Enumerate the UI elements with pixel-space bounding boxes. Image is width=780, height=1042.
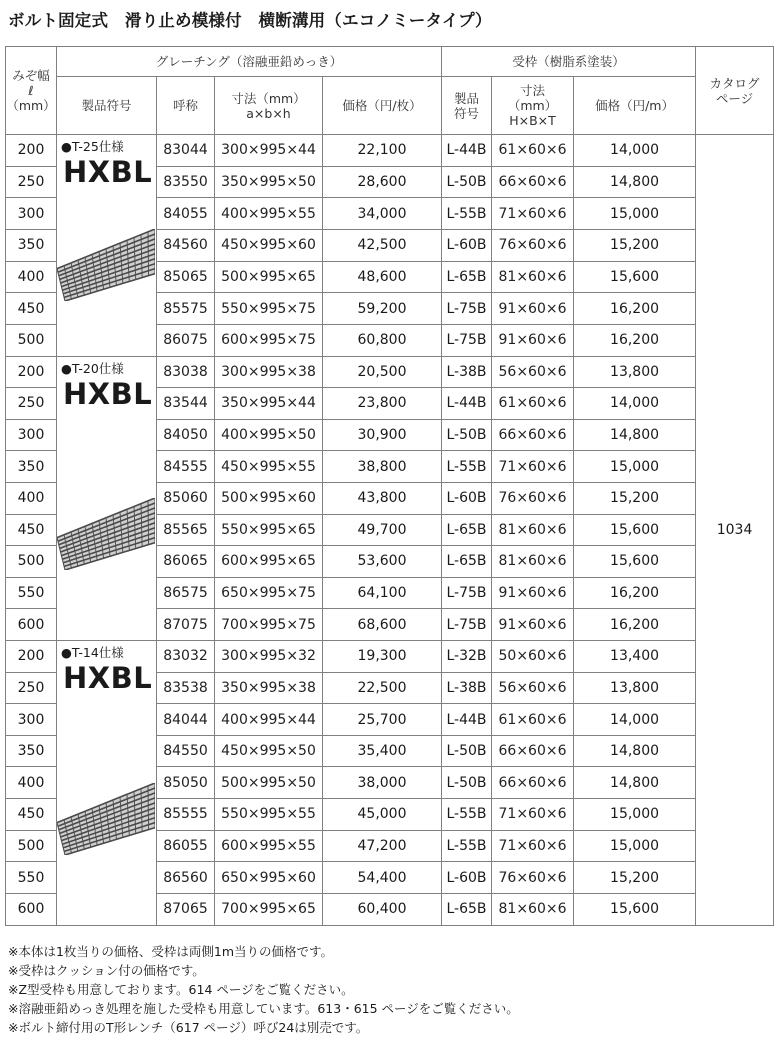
cell-price: 60,800: [323, 324, 442, 356]
header-frame-dim: 寸法 （mm） H×B×T: [492, 77, 574, 135]
cell-frame-dim: 56×60×6: [492, 672, 574, 704]
cell-width: 350: [6, 451, 57, 483]
header-frame-code: 製品 符号: [442, 77, 492, 135]
cell-name: 84055: [157, 198, 215, 230]
cell-frame-code: L-44B: [442, 704, 492, 736]
cell-frame-dim: 91×60×6: [492, 293, 574, 325]
table-row: [6, 135, 774, 167]
cell-price: 22,100: [323, 135, 442, 167]
cell-name: 86575: [157, 577, 215, 609]
cell-price: 59,200: [323, 293, 442, 325]
footnote: ※本体は1枚当りの価格、受枠は両側1m当りの価格です。: [8, 944, 334, 959]
cell-frame-price: 15,000: [574, 830, 696, 862]
cell-price: 30,900: [323, 419, 442, 451]
product-name: HXBL: [63, 661, 153, 695]
table-row: [6, 641, 774, 673]
cell-frame-code: L-65B: [442, 546, 492, 578]
product-name: HXBL: [63, 376, 153, 411]
cell-frame-price: 16,200: [574, 609, 696, 641]
cell-dim: 600×995×55: [215, 830, 323, 862]
cell-frame-code: L-75B: [442, 609, 492, 641]
cell-frame-dim: 81×60×6: [492, 261, 574, 293]
cell-price: 34,000: [323, 198, 442, 230]
cell-frame-dim: 50×60×6: [492, 641, 574, 673]
cell-frame-code: L-44B: [442, 135, 492, 167]
cell-dim: 400×995×50: [215, 419, 323, 451]
cell-frame-dim: 61×60×6: [492, 135, 574, 167]
cell-dim: 700×995×75: [215, 609, 323, 641]
cell-width: 450: [6, 799, 57, 831]
cell-frame-code: L-50B: [442, 419, 492, 451]
cell-dim: 400×995×55: [215, 198, 323, 230]
cell-price: 25,700: [323, 704, 442, 736]
cell-dim: 550×995×65: [215, 514, 323, 546]
cell-price: 64,100: [323, 577, 442, 609]
cell-width: 600: [6, 609, 57, 641]
cell-width: 250: [6, 672, 57, 704]
cell-frame-price: 15,200: [574, 862, 696, 894]
cell-width: 250: [6, 388, 57, 420]
cell-frame-price: 16,200: [574, 577, 696, 609]
cell-frame-dim: 61×60×6: [492, 388, 574, 420]
footnote: ※ボルト締付用のT形レンチ（617 ページ）呼び24は別売です。: [8, 1020, 369, 1035]
cell-price: 38,800: [323, 451, 442, 483]
header-frame-group: 受枠（樹脂系塗装）: [442, 47, 696, 77]
cell-frame-price: 16,200: [574, 293, 696, 325]
cell-dim: 500×995×60: [215, 482, 323, 514]
cell-frame-dim: 71×60×6: [492, 799, 574, 831]
cell-frame-code: L-60B: [442, 482, 492, 514]
cell-name: 83032: [157, 641, 215, 673]
cell-dim: 450×995×55: [215, 451, 323, 483]
cell-width: 300: [6, 704, 57, 736]
grating-image-wrapper: [57, 783, 155, 859]
cell-price: 47,200: [323, 830, 442, 862]
header-grating-group: グレーチング（溶融亜鉛めっき）: [57, 47, 442, 77]
cell-frame-code: L-50B: [442, 767, 492, 799]
cell-price: 38,000: [323, 767, 442, 799]
cell-frame-price: 15,000: [574, 198, 696, 230]
cell-frame-dim: 81×60×6: [492, 514, 574, 546]
cell-frame-price: 14,800: [574, 419, 696, 451]
cell-frame-code: L-38B: [442, 672, 492, 704]
cell-dim: 350×995×50: [215, 166, 323, 198]
cell-frame-code: L-55B: [442, 799, 492, 831]
cell-price: 19,300: [323, 641, 442, 673]
header-product-code: 製品符号: [57, 77, 157, 135]
cell-width: 500: [6, 324, 57, 356]
cell-price: 22,500: [323, 672, 442, 704]
cell-width: 600: [6, 893, 57, 925]
cell-dim: 500×995×65: [215, 261, 323, 293]
cell-frame-dim: 81×60×6: [492, 893, 574, 925]
cell-dim: 700×995×65: [215, 893, 323, 925]
cell-name: 83550: [157, 166, 215, 198]
cell-frame-dim: 76×60×6: [492, 229, 574, 261]
cell-frame-price: 16,200: [574, 324, 696, 356]
cell-width: 350: [6, 229, 57, 261]
cell-width: 450: [6, 514, 57, 546]
cell-dim: 450×995×60: [215, 229, 323, 261]
cell-frame-price: 15,600: [574, 261, 696, 293]
cell-dim: 650×995×75: [215, 577, 323, 609]
cell-price: 28,600: [323, 166, 442, 198]
cell-frame-price: 13,800: [574, 356, 696, 388]
header-name: 呼称: [157, 77, 215, 135]
cell-frame-price: 15,600: [574, 546, 696, 578]
cell-name: 84555: [157, 451, 215, 483]
cell-dim: 350×995×38: [215, 672, 323, 704]
cell-frame-code: L-55B: [442, 830, 492, 862]
grating-product-image: [57, 498, 155, 570]
cell-price: 45,000: [323, 799, 442, 831]
cell-price: 20,500: [323, 356, 442, 388]
cell-width: 550: [6, 862, 57, 894]
cell-width: 400: [6, 767, 57, 799]
footnote: ※Z型受枠も用意しております。614 ページをご覧ください。: [8, 982, 354, 997]
cell-width: 350: [6, 735, 57, 767]
cell-name: 85565: [157, 514, 215, 546]
cell-name: 85050: [157, 767, 215, 799]
cell-width: 300: [6, 198, 57, 230]
cell-frame-price: 14,000: [574, 135, 696, 167]
cell-frame-dim: 76×60×6: [492, 862, 574, 894]
product-name: HXBL: [63, 155, 153, 189]
cell-price: 48,600: [323, 261, 442, 293]
cell-frame-code: L-65B: [442, 514, 492, 546]
cell-dim: 300×995×38: [215, 356, 323, 388]
cell-price: 35,400: [323, 735, 442, 767]
catalog-page-cell: 1034: [696, 135, 774, 926]
header-catalog: カタログ ページ: [696, 47, 774, 135]
cell-price: 23,800: [323, 388, 442, 420]
cell-name: 87065: [157, 893, 215, 925]
cell-name: 84550: [157, 735, 215, 767]
cell-frame-code: L-55B: [442, 451, 492, 483]
cell-frame-price: 14,000: [574, 388, 696, 420]
cell-name: 83544: [157, 388, 215, 420]
cell-frame-price: 15,200: [574, 482, 696, 514]
spec-label: ●T-14仕様: [61, 645, 124, 660]
header-width: みぞ幅 ℓ （mm）: [6, 47, 57, 135]
cell-price: 60,400: [323, 893, 442, 925]
header-price: 価格（円/枚）: [323, 77, 442, 135]
cell-name: 86065: [157, 546, 215, 578]
header-frame-price: 価格（円/m）: [574, 77, 696, 135]
table-row: [6, 356, 774, 388]
spec-label: ●T-25仕様: [61, 139, 124, 154]
cell-frame-code: L-65B: [442, 893, 492, 925]
cell-frame-price: 15,000: [574, 451, 696, 483]
cell-name: 86560: [157, 862, 215, 894]
cell-frame-price: 13,800: [574, 672, 696, 704]
grating-image-wrapper: [57, 498, 155, 574]
cell-frame-dim: 66×60×6: [492, 767, 574, 799]
cell-frame-price: 15,600: [574, 514, 696, 546]
product-image-cell: [57, 135, 157, 357]
cell-dim: 550×995×55: [215, 799, 323, 831]
cell-frame-dim: 91×60×6: [492, 324, 574, 356]
cell-frame-code: L-75B: [442, 577, 492, 609]
cell-width: 200: [6, 356, 57, 388]
cell-frame-code: L-32B: [442, 641, 492, 673]
cell-width: 500: [6, 830, 57, 862]
product-image-cell: [57, 356, 157, 641]
footnotes: [8, 942, 519, 1037]
cell-frame-price: 15,200: [574, 229, 696, 261]
cell-frame-price: 15,600: [574, 893, 696, 925]
cell-price: 49,700: [323, 514, 442, 546]
cell-frame-price: 13,400: [574, 641, 696, 673]
grating-product-image: [57, 783, 155, 855]
cell-frame-code: L-75B: [442, 293, 492, 325]
cell-price: 43,800: [323, 482, 442, 514]
cell-frame-dim: 81×60×6: [492, 546, 574, 578]
cell-width: 450: [6, 293, 57, 325]
cell-frame-dim: 56×60×6: [492, 356, 574, 388]
cell-dim: 550×995×75: [215, 293, 323, 325]
cell-price: 53,600: [323, 546, 442, 578]
cell-dim: 650×995×60: [215, 862, 323, 894]
footnote: ※溶融亜鉛めっき処理を施した受枠も用意しています。613・615 ページをご覧ください。: [8, 1001, 519, 1016]
cell-frame-price: 14,000: [574, 704, 696, 736]
cell-name: 86075: [157, 324, 215, 356]
product-image-cell: [57, 641, 157, 926]
cell-name: 85555: [157, 799, 215, 831]
cell-dim: 400×995×44: [215, 704, 323, 736]
cell-dim: 350×995×44: [215, 388, 323, 420]
cell-frame-dim: 91×60×6: [492, 577, 574, 609]
table-body: [6, 135, 774, 926]
spec-label: ●T-20仕様: [61, 360, 124, 376]
cell-frame-dim: 76×60×6: [492, 482, 574, 514]
cell-width: 250: [6, 166, 57, 198]
cell-name: 85060: [157, 482, 215, 514]
cell-dim: 300×995×32: [215, 641, 323, 673]
cell-price: 54,400: [323, 862, 442, 894]
grating-product-image: [57, 229, 155, 301]
cell-frame-code: L-50B: [442, 735, 492, 767]
cell-frame-code: L-50B: [442, 166, 492, 198]
cell-frame-price: 14,800: [574, 767, 696, 799]
cell-frame-dim: 66×60×6: [492, 735, 574, 767]
cell-dim: 300×995×44: [215, 135, 323, 167]
cell-name: 86055: [157, 830, 215, 862]
cell-frame-code: L-55B: [442, 198, 492, 230]
cell-frame-dim: 61×60×6: [492, 704, 574, 736]
cell-name: 84560: [157, 229, 215, 261]
cell-frame-dim: 71×60×6: [492, 198, 574, 230]
cell-name: 83538: [157, 672, 215, 704]
cell-width: 300: [6, 419, 57, 451]
cell-price: 68,600: [323, 609, 442, 641]
price-table: [5, 46, 774, 926]
cell-width: 200: [6, 135, 57, 167]
cell-dim: 600×995×75: [215, 324, 323, 356]
cell-frame-code: L-75B: [442, 324, 492, 356]
header-dim: 寸法（mm） a×b×h: [215, 77, 323, 135]
cell-frame-code: L-65B: [442, 261, 492, 293]
cell-name: 84050: [157, 419, 215, 451]
cell-frame-dim: 66×60×6: [492, 419, 574, 451]
cell-frame-code: L-60B: [442, 862, 492, 894]
cell-dim: 600×995×65: [215, 546, 323, 578]
cell-width: 400: [6, 482, 57, 514]
cell-frame-price: 14,800: [574, 166, 696, 198]
cell-width: 500: [6, 546, 57, 578]
cell-frame-price: 14,800: [574, 735, 696, 767]
cell-name: 87075: [157, 609, 215, 641]
footnote: ※受枠はクッション付の価格です。: [8, 963, 205, 978]
cell-frame-dim: 71×60×6: [492, 830, 574, 862]
cell-width: 400: [6, 261, 57, 293]
cell-width: 550: [6, 577, 57, 609]
cell-name: 83044: [157, 135, 215, 167]
cell-price: 42,500: [323, 229, 442, 261]
cell-frame-dim: 71×60×6: [492, 451, 574, 483]
cell-frame-dim: 66×60×6: [492, 166, 574, 198]
grating-image-wrapper: [57, 229, 155, 305]
cell-width: 200: [6, 641, 57, 673]
cell-name: 84044: [157, 704, 215, 736]
cell-name: 85065: [157, 261, 215, 293]
cell-name: 85575: [157, 293, 215, 325]
page-title: ボルト固定式 滑り止め模様付 横断溝用（エコノミータイプ）: [8, 11, 492, 30]
cell-frame-price: 15,000: [574, 799, 696, 831]
cell-frame-code: L-44B: [442, 388, 492, 420]
cell-dim: 500×995×50: [215, 767, 323, 799]
cell-frame-code: L-60B: [442, 229, 492, 261]
cell-dim: 450×995×50: [215, 735, 323, 767]
cell-name: 83038: [157, 356, 215, 388]
cell-frame-dim: 91×60×6: [492, 609, 574, 641]
cell-frame-code: L-38B: [442, 356, 492, 388]
